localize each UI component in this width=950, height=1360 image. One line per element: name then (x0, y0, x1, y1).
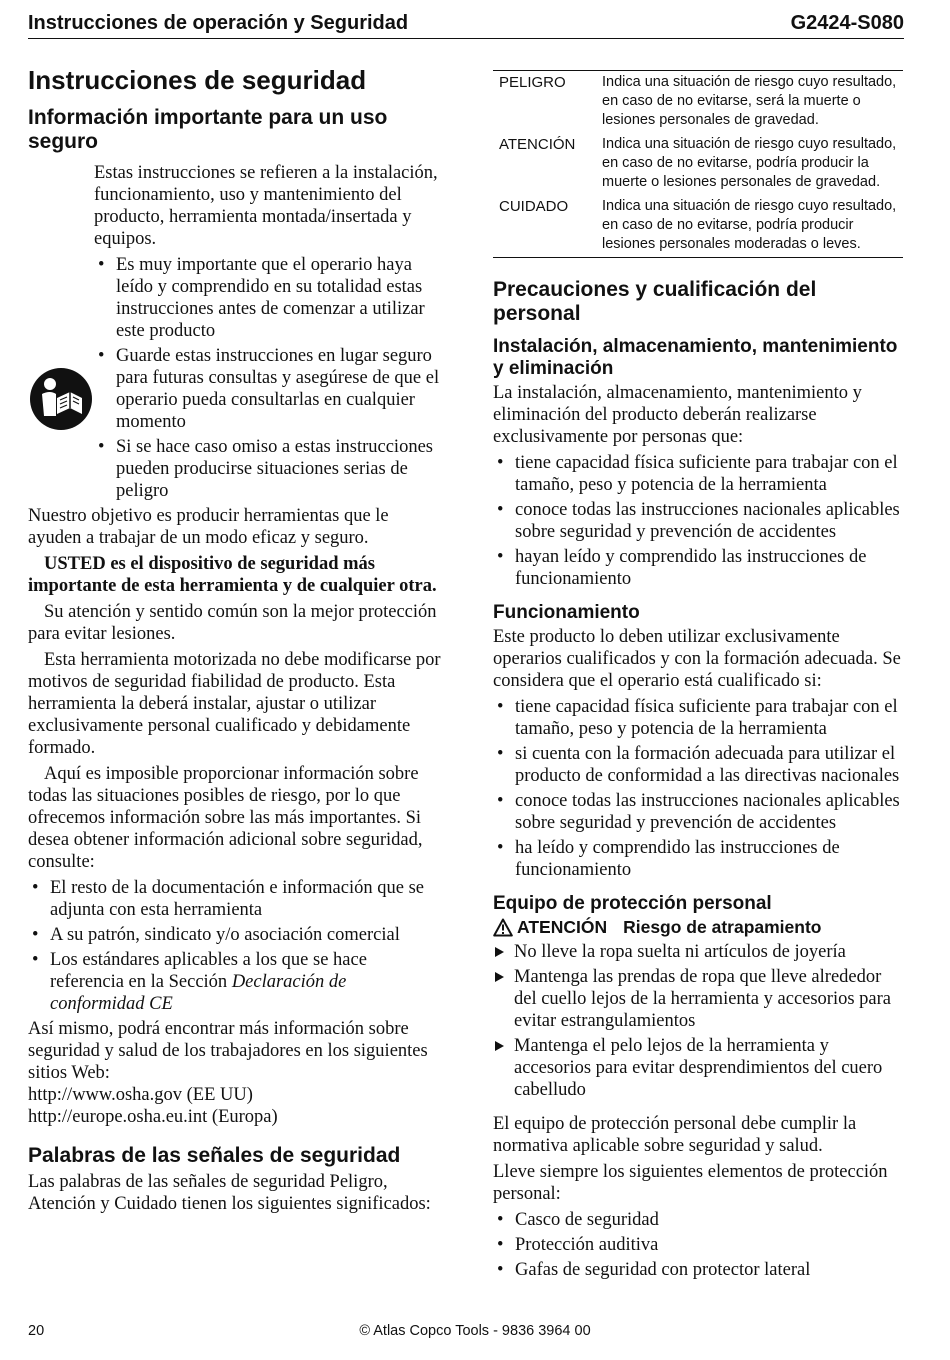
list-item: • Gafas de seguridad con protector lateral (493, 1259, 905, 1281)
list-item: • El resto de la documentación e información que se adjunta con esta herramienta (28, 877, 442, 921)
list-item: • si cuenta con la formación adecuada para utilizar el producto de conformidad a las directivas nacionales (493, 743, 905, 787)
copyright: © Atlas Copco Tools - 9836 3964 00 (359, 1323, 591, 1339)
sub-subsection-title: Equipo de protección personal (493, 893, 772, 914)
list-item (493, 941, 905, 963)
page-number: 20 (28, 1323, 45, 1339)
header-title: Instrucciones de operación y Seguridad (28, 12, 409, 34)
paragraph: Nuestro objetivo es producir herramientas que le ayuden a trabajar de un modo eficaz y seguro. (28, 506, 389, 548)
arrow-icon (495, 947, 504, 957)
arrow-icon (495, 1041, 504, 1051)
list-item-text: Mantenga el pelo lejos de la herramienta y accesorios para evitar desprendimientos del cuero cabelludo (514, 1036, 883, 1100)
link-osha-eu[interactable]: http://europe.osha.eu.int (Europa) (28, 1107, 278, 1127)
table-row (493, 195, 903, 257)
intro-text: Estas instrucciones se refieren a la instalación, funcionamiento, uso y mantenimiento del producto, herramienta montada/insertada y equipos. (94, 163, 438, 249)
list-item: • A su patrón, sindicato y/o asociación comercial (28, 924, 442, 946)
list-item: • conoce todas las instrucciones nacionales aplicables sobre seguridad y prevención de accidentes (493, 790, 905, 834)
list-item: • Guarde estas instrucciones en lugar seguro para futuras consultas y asegúrese de que el operario pueda consultarlas en cualquier momento (94, 345, 442, 433)
list-item: • tiene capacidad física suficiente para trabajar con el tamaño, peso y potencia de la herramienta (493, 452, 905, 496)
left-column (28, 62, 442, 1215)
table-row (493, 133, 903, 195)
section-reference: Declaración de conformidad CE (50, 972, 347, 1014)
signal-description: Indica una situación de riesgo cuyo resultado, en caso de no evitarse, podría producir la muerte o lesiones personales de gravedad. (602, 136, 897, 190)
subsection-title: Precauciones y cualificación del personal (493, 278, 817, 325)
list-item (493, 1035, 905, 1101)
sub-subsection-title: Instalación, almacenamiento, mantenimiento y eliminación (493, 336, 898, 379)
arrow-icon (495, 972, 504, 982)
sub-subsection-title: Funcionamiento (493, 602, 640, 623)
subsection-title: Palabras de las señales de seguridad (28, 1144, 401, 1167)
warning-word: ATENCIÓN (517, 917, 608, 937)
signal-word: ATENCIÓN (499, 136, 576, 153)
signal-word: CUIDADO (499, 198, 569, 215)
list-item-text: No lleve la ropa suelta ni artículos de joyería (514, 942, 846, 962)
warning-list (493, 941, 905, 1101)
header-model: G2424-S080 (790, 12, 904, 34)
table-row (493, 71, 903, 133)
signal-description: Indica una situación de riesgo cuyo resultado, en caso de no evitarse, podría producir lesiones personales moderadas o leves. (602, 198, 897, 252)
signal-description: Indica una situación de riesgo cuyo resultado, en caso de no evitarse, será la muerte o lesiones personales de gravedad. (602, 74, 897, 128)
list-item: • Protección auditiva (493, 1234, 905, 1256)
emphasis-paragraph: USTED es el dispositivo de seguridad más importante de esta herramienta y de cualquier otra. (28, 554, 437, 596)
list-item-text: Mantenga las prendas de ropa que lleve alrededor del cuello lejos de la herramienta y accesorios para evitar estrangulamientos (514, 967, 892, 1031)
section-title: Instrucciones de seguridad (28, 65, 367, 95)
list-item: • Es muy importante que el operario haya leído y comprendido en su totalidad estas instrucciones antes de comenzar a utilizar este producto (94, 254, 442, 342)
warning-triangle-icon (493, 918, 513, 937)
page-header (28, 10, 904, 39)
right-column (493, 60, 905, 1284)
signal-word-table (493, 70, 903, 258)
paragraph: Las palabras de las señales de seguridad Peligro, Atención y Cuidado tienen los siguientes significados: (28, 1172, 431, 1214)
list-item (28, 949, 442, 1015)
read-manual-icon (30, 368, 92, 430)
warning-header (493, 917, 905, 938)
list-item: • Si se hace caso omiso a estas instrucciones pueden producirse situaciones serias de peligro (94, 436, 442, 502)
operation-list (493, 696, 905, 881)
list-item: • tiene capacidad física suficiente para trabajar con el tamaño, peso y potencia de la herramienta (493, 696, 905, 740)
paragraph: Este producto lo deben utilizar exclusivamente operarios cualificados y con la formación adecuada. Se considera que el operario está cualificado si: (493, 627, 901, 691)
list-item: • conoce todas las instrucciones nacionales aplicables sobre seguridad y prevención de accidentes (493, 499, 905, 543)
list-item: • ha leído y comprendido las instrucciones de funcionamiento (493, 837, 905, 881)
paragraph: Lleve siempre los siguientes elementos de protección personal: (493, 1162, 888, 1204)
list-item: • hayan leído y comprendido las instrucciones de funcionamiento (493, 546, 905, 590)
paragraph: Su atención y sentido común son la mejor protección para evitar lesiones. (28, 602, 437, 644)
intro-list (94, 254, 442, 502)
intro-block (28, 162, 442, 502)
ppe-list (493, 1209, 905, 1281)
signal-word: PELIGRO (499, 74, 566, 91)
paragraph: Así mismo, podrá encontrar más información sobre seguridad y salud de los trabajadores en los siguientes sitios Web: (28, 1019, 428, 1083)
list-item-text: Los estándares aplicables a los que se hace referencia en la Sección (50, 950, 367, 992)
install-list (493, 452, 905, 590)
link-osha-us[interactable]: http://www.osha.gov (EE UU) (28, 1085, 253, 1105)
reference-list (28, 877, 442, 1015)
paragraph: Esta herramienta motorizada no debe modificarse por motivos de seguridad fiabilidad de producto. Esta herramienta la deberá instalar, ajustar o utilizar exclusivamente personal cualificado y debidamente formado. (28, 650, 441, 758)
list-item (493, 966, 905, 1032)
subsection-title: Información importante para un uso seguro (28, 106, 388, 153)
paragraph: El equipo de protección personal debe cumplir la normativa aplicable sobre seguridad y salud. (493, 1114, 857, 1156)
list-item: • Casco de seguridad (493, 1209, 905, 1231)
paragraph: Aquí es imposible proporcionar información sobre todas las situaciones posibles de riesgo, por lo que ofrecemos información sobre las más importantes. Si desea obtener información adicional sobre seguridad, consulte: (28, 764, 423, 872)
warning-text: Riesgo de atrapamiento (623, 917, 822, 937)
paragraph: La instalación, almacenamiento, mantenimiento y eliminación del producto deberán realizarse exclusivamente por personas que: (493, 383, 862, 447)
